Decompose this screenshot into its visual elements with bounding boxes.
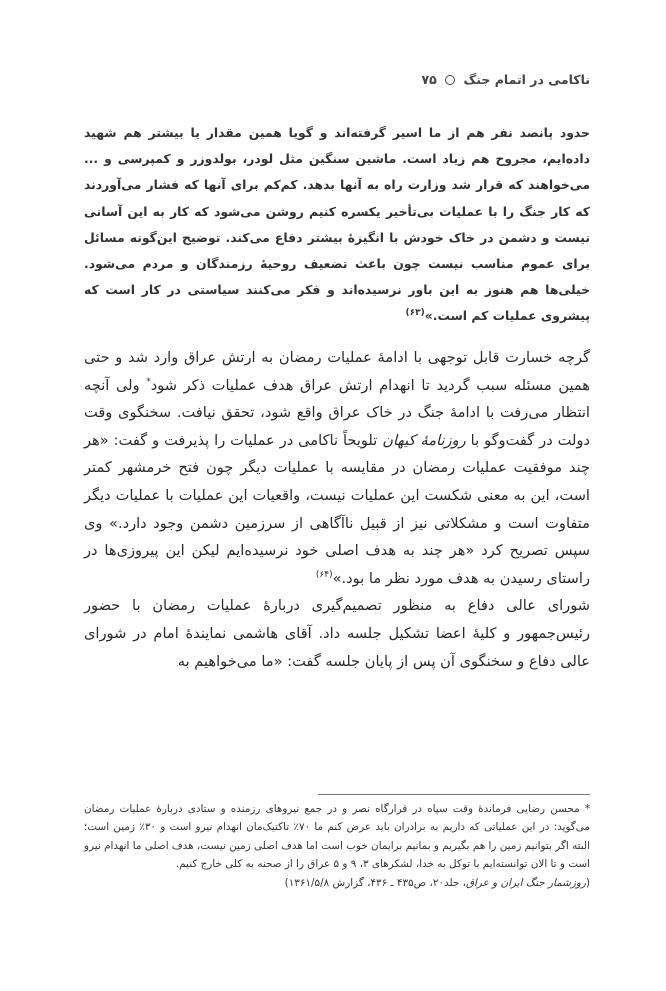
- chapter-title: ناکامی در اتمام جنگ: [463, 72, 590, 87]
- source-details: ، جلد۲۰، ص۴۳۵ ـ ۴۳۶، گزارش ۱۳۶۱/۵/۸): [284, 876, 466, 889]
- running-header: [84, 70, 590, 90]
- source-open-paren: (: [585, 876, 590, 889]
- paragraph-1: [84, 344, 590, 592]
- paragraph-1-part-a: گرچه خسارت قابل توجهی با ادامهٔ عملیات رمضان به ارتش عراق وارد شد و حتی همین مسئله سبب گردید تا انهدام ارتش عراق هدف عملیات ذکر شود: [84, 349, 591, 394]
- footnote-divider: [318, 794, 590, 795]
- quote-reference: (۶۳): [405, 308, 425, 319]
- circle-separator-icon: [445, 75, 455, 85]
- paragraph-1-reference: (۶۴): [315, 569, 333, 580]
- footnote: [84, 800, 590, 892]
- body-text: [84, 344, 590, 675]
- page-number: ۷۵: [421, 72, 437, 87]
- newspaper-name: روزنامهٔ کیهان: [382, 431, 466, 449]
- source-title: روزشمار جنگ ایران و عراق: [465, 876, 586, 889]
- footnote-text: * محسن رضایی فرماندهٔ وقت سپاه در قرارگاه نصر و در جمع نیروهای رزمنده و ستادی دربارهٔ عملیات رمضان می‌گوید: در این عملیاتی که داریم به برادران باید عرض کنم ما ۷۰٪ تاکتیک‌مان انهدام نیرو است و ۳۰٪ زمین است؛ البته اگر بتوانیم زمین را هم بگیریم و بمانیم برایمان خوب است اما هدف اصلی زمین نیست، هدف اصلی ما انهدام نیرو است و تا الان توانسته‌ایم با توکل به خدا، لشکرهای ۳، ۹ و ۵ عراق را از صحنه به کلی خارج کنیم.: [84, 803, 590, 871]
- quote-text: حدود پانصد نفر هم از ما اسیر گرفته‌اند و گویا همین مقدار یا بیشتر هم شهید داده‌ایم، مجروح هم زیاد است. ماشین سنگین مثل لودر، بولدوزر و کمپرسی و ... می‌خواهند که قرار شد وزارت راه به آنها بدهد. کم‌کم برای آنها که فشار می‌آوردند که کار جنگ را با عملیات بی‌تأخیر یکسره کنیم روشن می‌شود که کار به این آسانی نیست و دشمن در خاک خودش با انگیزهٔ بیشتر دفاع می‌کند. توضیح این‌گونه مسائل برای عموم مناسب نیست چون باعث تضعیف روحیهٔ رزمندگان و مردم می‌شود. خیلی‌ها هم هنوز به این باور نرسیده‌اند و فکر می‌کنند سیاستی در کار است که پیشروی عملیات کم است.»: [84, 125, 590, 324]
- paragraph-1-part-c: تلویحاً ناکامی در عملیات را پذیرفت و گفت: «هر چند موفقیت عملیات رمضان در مقایسه با عملیات دیگر چون فتح خرمشهر کمتر است، این به معنی شکست این عملیات نیست، واقعیات این عملیات با عملیات دیگر متفاوت است و مشکلاتی نیز از قبیل ناآگاهی از سرزمین دشمن وجود دارد.» وی سپس تصریح کرد «هر چند به هدف اصلی خود نرسیده‌ایم لیکن این پیروزی‌ها در راستای رسیدن به هدف مورد نظر ما بود.»: [84, 431, 590, 587]
- footnote-marker: *: [146, 376, 151, 387]
- paragraph-2: شورای عالی دفاع به منظور تصمیم‌گیری دربارهٔ عملیات رمضان با حضور رئیس‌جمهور و کلیهٔ اعضا تشکیل جلسه داد. آقای هاشمی نمایندهٔ امام در شورای عالی دفاع و سخنگوی آن پس از پایان جلسه گفت: «ما می‌خواهیم به: [84, 597, 590, 670]
- quoted-passage: [84, 120, 590, 330]
- paragraph-1-part-b: ولی آنچه انتظار می‌رفت با ادامهٔ جنگ در خاک عراق واقع شود، تحقق نیافت. سخنگوی وقت دولت در گفت‌وگو با: [84, 376, 590, 449]
